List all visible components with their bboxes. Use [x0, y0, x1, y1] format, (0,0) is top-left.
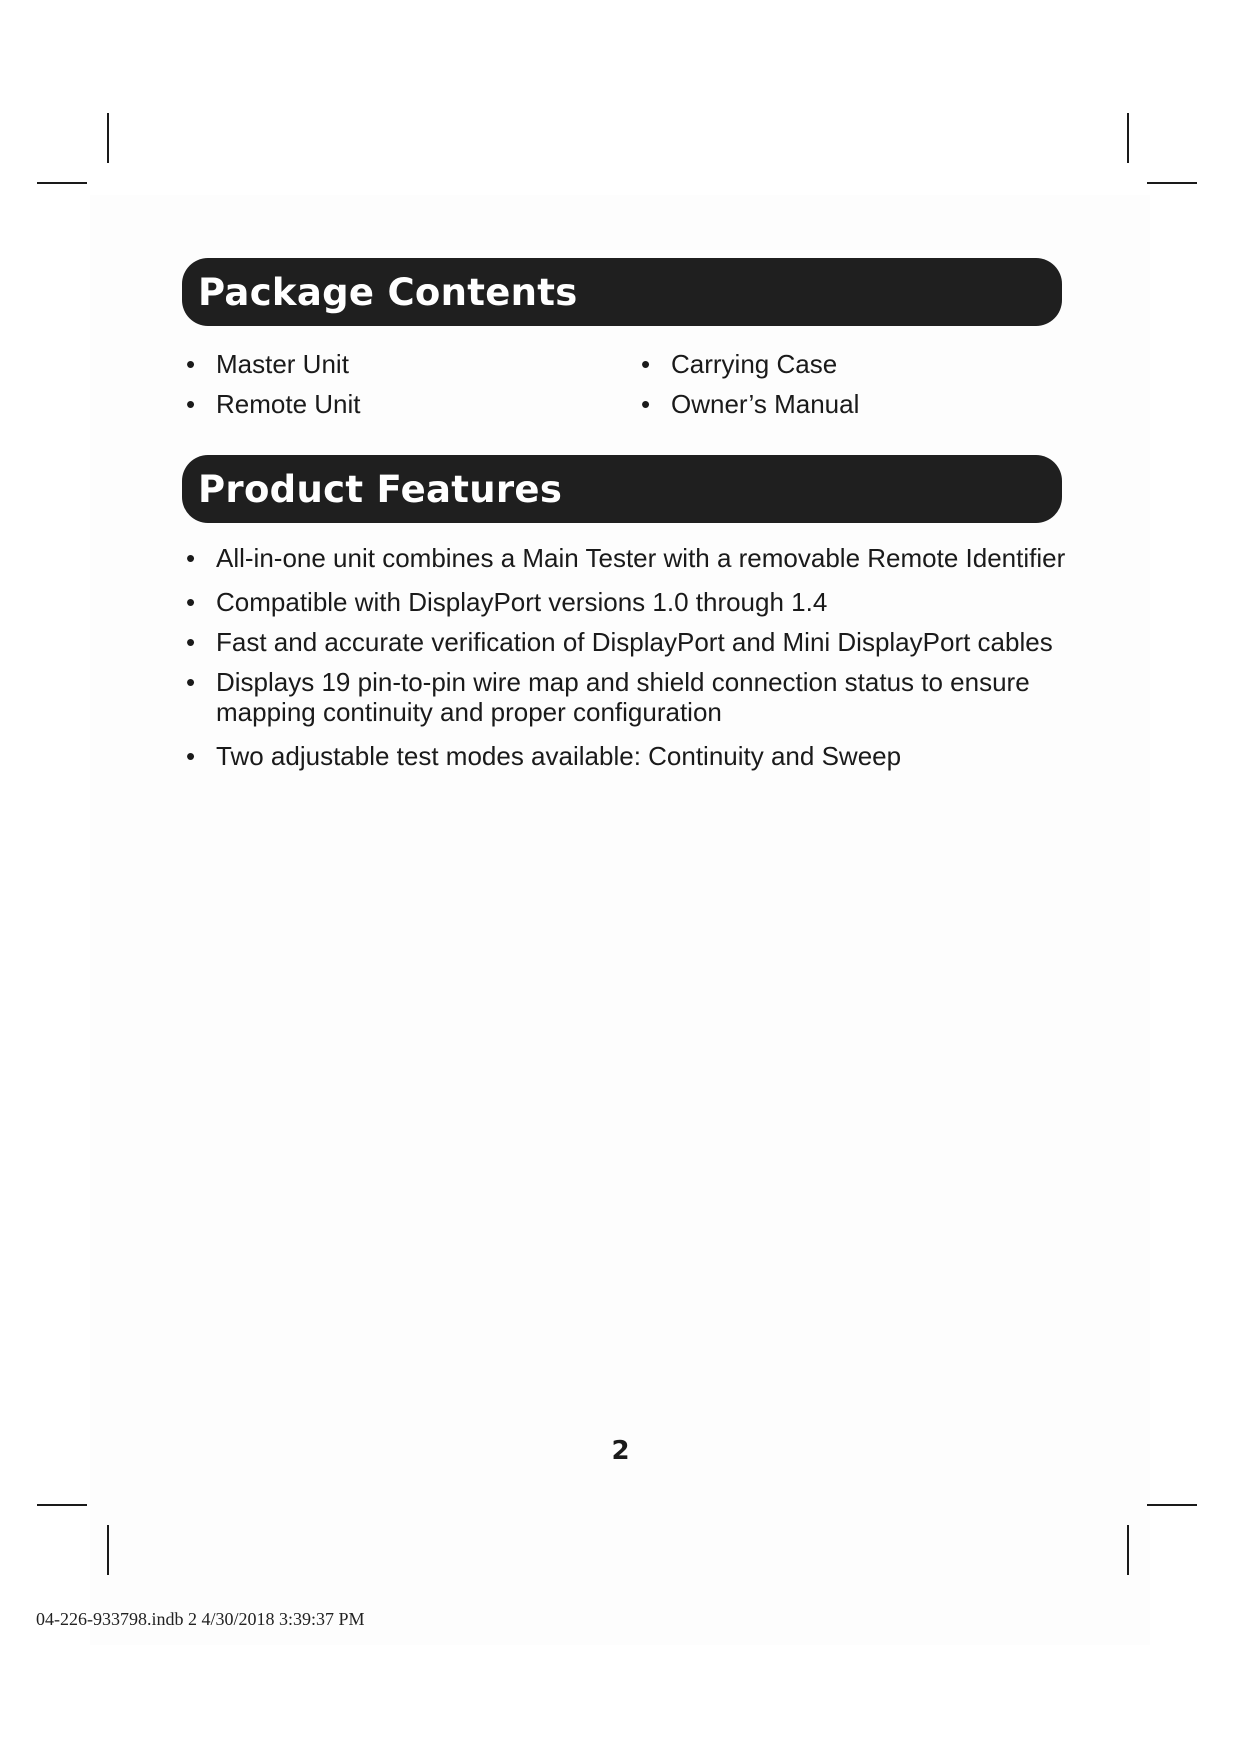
product-features-header	[182, 455, 1062, 523]
crop-mark-top-right-vertical	[1127, 113, 1129, 163]
package-contents-title: Package Contents	[198, 270, 578, 314]
feature-item-text: All-in-one unit combines a Main Tester with a removable Remote Identifier	[216, 543, 1066, 573]
bullet-icon: •	[641, 349, 651, 379]
package-contents-header	[182, 258, 1062, 326]
crop-mark-bottom-right-horizontal	[1147, 1504, 1197, 1506]
package-item-label: Owner’s Manual	[671, 389, 860, 419]
package-item-label: Remote Unit	[216, 389, 361, 419]
package-item-label: Carrying Case	[671, 349, 838, 379]
package-item-label: Master Unit	[216, 349, 349, 379]
feature-item-text: Two adjustable test modes available: Continuity and Sweep	[216, 741, 902, 771]
product-features-title: Product Features	[198, 467, 563, 511]
crop-mark-bottom-right-vertical	[1127, 1525, 1129, 1575]
page-number: 2	[611, 1436, 630, 1466]
bullet-icon: •	[641, 389, 651, 419]
feature-item-text: Displays 19 pin-to-pin wire map and shield connection status to ensure	[216, 667, 1030, 697]
crop-mark-top-left-vertical	[107, 113, 109, 163]
crop-mark-top-left-horizontal	[37, 182, 87, 184]
feature-item-text: Fast and accurate verification of DisplayPort and Mini DisplayPort cables	[216, 627, 1053, 657]
bullet-icon: •	[186, 587, 196, 617]
bullet-icon: •	[186, 667, 196, 697]
bullet-icon: •	[186, 349, 196, 379]
feature-item-text: mapping continuity and proper configuration	[216, 697, 722, 727]
crop-mark-top-right-horizontal	[1147, 182, 1197, 184]
print-slug: 04-226-933798.indb 2 4/30/2018 3:39:37 PM	[36, 1609, 365, 1629]
crop-mark-bottom-left-horizontal	[37, 1504, 87, 1506]
bullet-icon: •	[186, 389, 196, 419]
bullet-icon: •	[186, 627, 196, 657]
bullet-icon: •	[186, 741, 196, 771]
crop-mark-bottom-left-vertical	[107, 1525, 109, 1575]
bullet-icon: •	[186, 543, 196, 573]
feature-item-text: Compatible with DisplayPort versions 1.0 through 1.4	[216, 587, 828, 617]
